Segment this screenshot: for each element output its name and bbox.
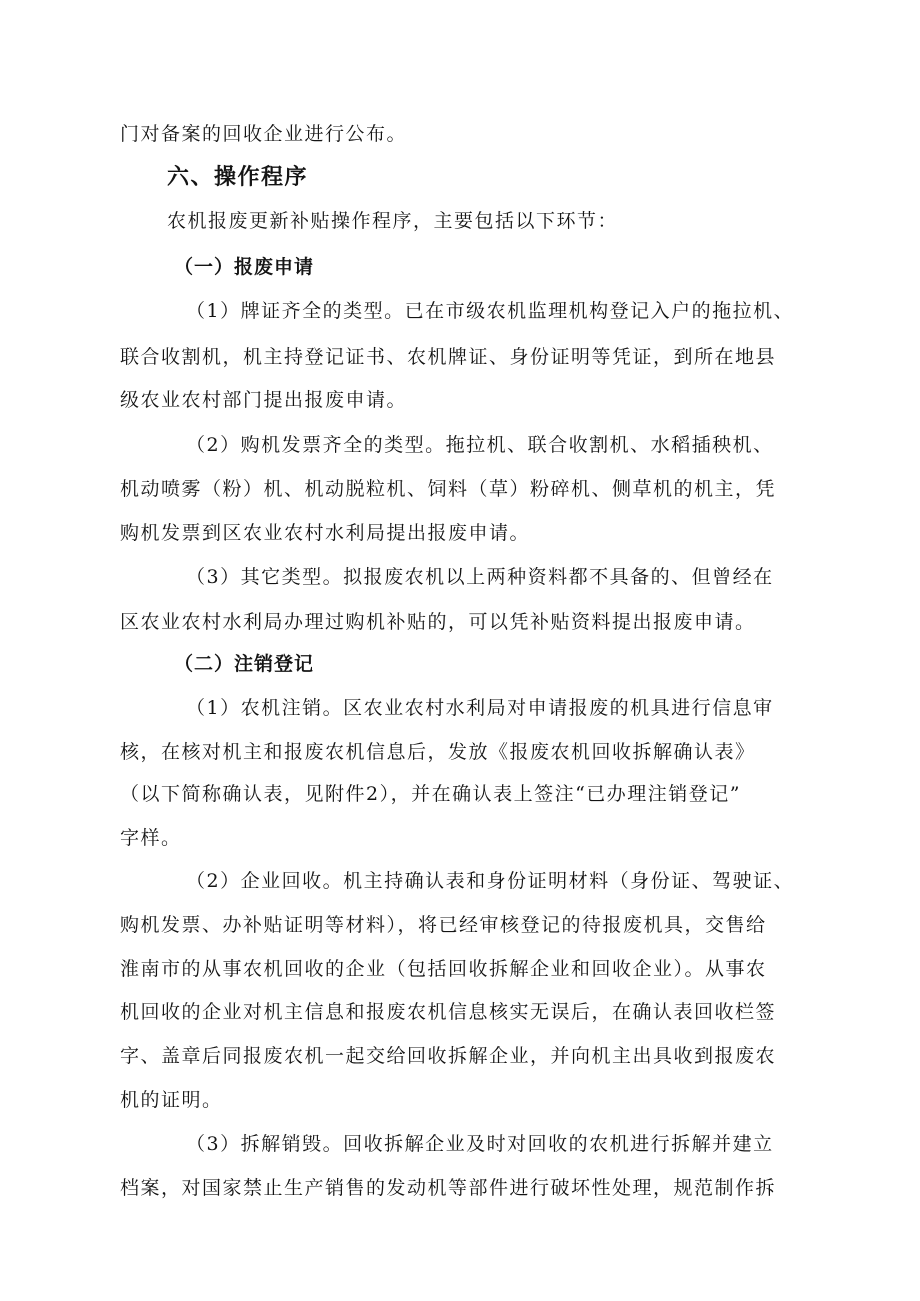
paragraph-line: 农机报废更新补贴操作程序，主要包括以下环节： bbox=[167, 210, 619, 232]
paragraph-line: 机动喷雾（粉）机、机动脱粒机、饲料（草）粉碎机、侧草机的机主，凭 bbox=[120, 478, 777, 500]
paragraph-line: 区农业农村水利局办理过购机补贴的，可以凭补贴资料提出报废申请。 bbox=[120, 611, 756, 633]
paragraph-line: 字、盖章后同报废农机一起交给回收拆解企业，并向机主出具收到报废农 bbox=[120, 1045, 777, 1067]
paragraph-line: 机回收的企业对机主信息和报废农机信息核实无误后，在确认表回收栏签 bbox=[120, 1001, 777, 1023]
paragraph-line: （1）牌证齐全的类型。已在市级农机监理机构登记入户的拖拉机、 bbox=[186, 300, 795, 322]
paragraph-line: 机的证明。 bbox=[120, 1089, 223, 1111]
subsection-heading: （二）注销登记 bbox=[174, 653, 315, 675]
paragraph-line: 核，在核对机主和报废农机信息后，发放《报废农机回收拆解确认表》 bbox=[120, 741, 756, 763]
paragraph-line: 淮南市的从事农机回收的企业（包括回收拆解企业和回收企业）。从事农 bbox=[120, 958, 767, 980]
paragraph-line: （2）企业回收。机主持确认表和身份证明材料（身份证、驾驶证、 bbox=[186, 870, 795, 892]
paragraph-line: 字样。 bbox=[120, 827, 182, 849]
paragraph-line: （2）购机发票齐全的类型。拖拉机、联合收割机、水稻插秧机、 bbox=[186, 434, 774, 456]
paragraph-line: （1）农机注销。区农业农村水利局对申请报废的机具进行信息审 bbox=[186, 697, 774, 719]
paragraph-line: 购机发票、办补贴证明等材料），将已经审核登记的待报废机具，交售给 bbox=[120, 914, 767, 936]
paragraph-line: 购机发票到区农业农村水利局提出报废申请。 bbox=[120, 522, 531, 544]
section-heading: 六、操作程序 bbox=[167, 165, 309, 190]
paragraph-line: 门对备案的回收企业进行公布。 bbox=[120, 123, 408, 145]
paragraph-line: （3）拆解销毁。回收拆解企业及时对回收的农机进行拆解并建立 bbox=[186, 1133, 774, 1155]
paragraph-line: 档案，对国家禁止生产销售的发动机等部件进行破坏性处理，规范制作拆 bbox=[120, 1177, 777, 1199]
paragraph-line: 联合收割机，机主持登记证书、农机牌证、身份证明等凭证，到所在地县 bbox=[120, 346, 777, 368]
paragraph-line: （3）其它类型。拟报废农机以上两种资料都不具备的、但曾经在 bbox=[186, 566, 774, 588]
paragraph-line: 级农业农村部门提出报废申请。 bbox=[120, 389, 408, 411]
subsection-heading: （一）报废申请 bbox=[174, 256, 315, 278]
paragraph-line: （以下简称确认表，见附件2），并在确认表上签注“已办理注销登记” bbox=[120, 783, 742, 805]
